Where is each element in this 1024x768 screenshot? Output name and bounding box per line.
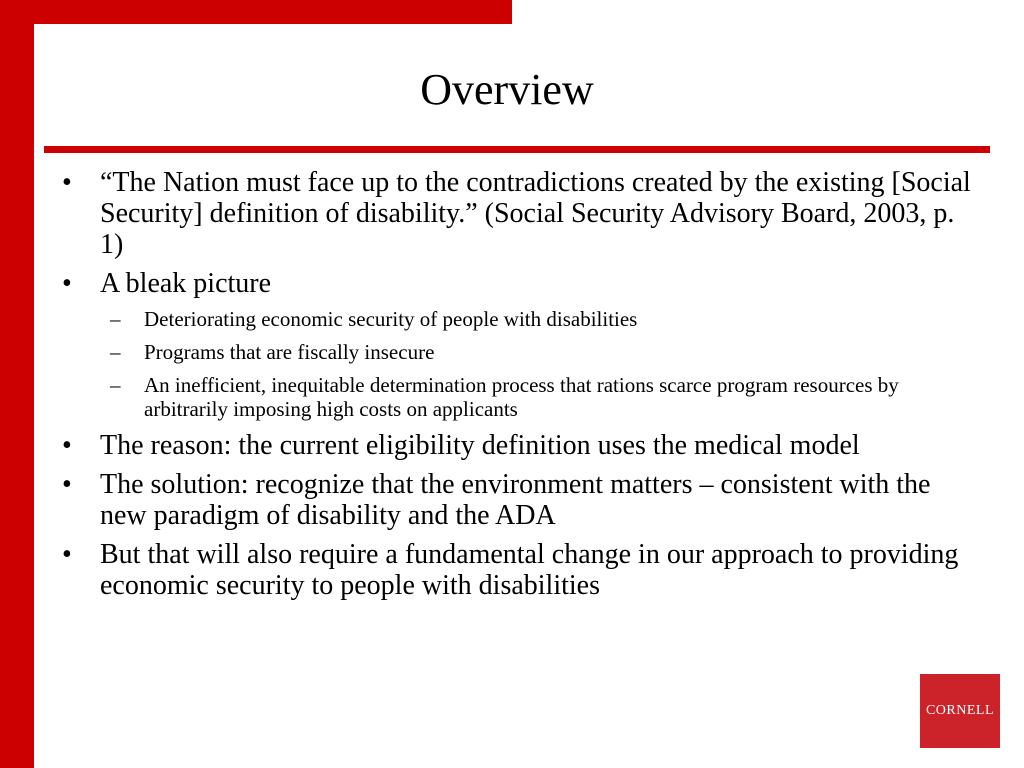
title-divider [44,146,990,153]
sub-bullet-marker: – [110,307,121,331]
bullet-text: A bleak picture [100,268,272,299]
bullet-text: The solution: recognize that the environment matters – consistent with the new paradigm of disability and the ADA [100,469,931,531]
bullet-text: The reason: the current eligibility definition uses the medical model [100,430,860,461]
bullet-item [62,539,982,601]
logo-text: CORNELL [925,703,995,718]
bullet-marker: • [62,167,72,198]
bullet-marker: • [62,430,72,461]
bullet-marker: • [62,268,72,299]
bullet-item [62,268,982,299]
sub-bullet-item [110,373,982,421]
bullet-marker: • [62,539,72,570]
top-accent-bar [0,0,512,24]
sub-bullet-marker: – [110,373,121,397]
bullet-marker: • [62,469,72,500]
left-accent-bar [0,0,34,768]
bullet-item [62,167,982,260]
sub-bullet-item [110,340,982,364]
sub-bullet-marker: – [110,340,121,364]
slide-title: Overview [420,65,594,114]
bullet-text: But that will also require a fundamental change in our approach to providing economic security to people with disabilities [100,539,959,601]
sub-bullet-item [110,307,982,331]
bullet-item [62,430,982,461]
bullet-item [62,469,982,531]
bullet-text: “The Nation must face up to the contradictions created by the existing [Social Security] definition of disability.” (Social Security Advisory Board, 2003, p. 1) [100,167,971,260]
slide-content [62,167,982,609]
cornell-logo [920,674,1000,748]
sub-bullet-text: Deteriorating economic security of people with disabilities [144,307,638,331]
sub-bullet-text: An inefficient, inequitable determination process that rations scarce program resources by arbitrarily imposing high costs on applicants [144,373,899,421]
sub-bullet-text: Programs that are fiscally insecure [144,340,435,364]
